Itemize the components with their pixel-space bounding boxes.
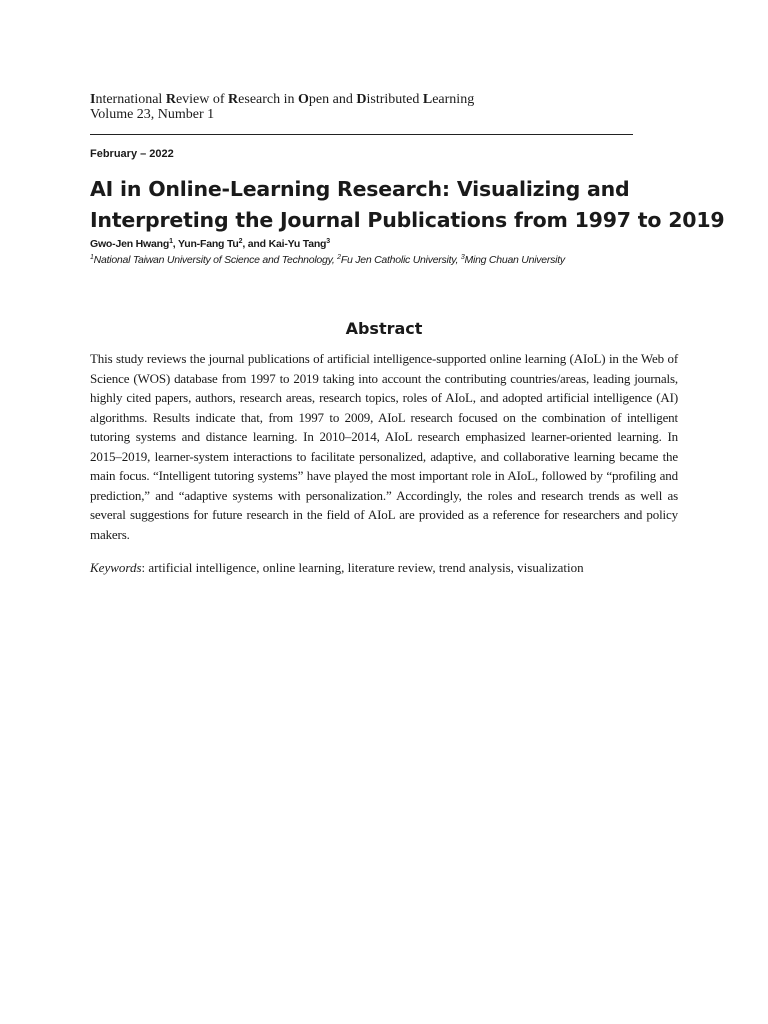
journal-name-initial: L bbox=[422, 92, 433, 107]
paper-title bbox=[90, 174, 725, 236]
journal-name-initial: I bbox=[90, 92, 96, 107]
journal-name-part: nternational bbox=[95, 92, 166, 107]
journal-name-initial: D bbox=[356, 92, 367, 107]
author-affiliation-marker: 1 bbox=[169, 238, 173, 245]
keywords-label: Keywords bbox=[90, 560, 142, 575]
affiliation-list bbox=[90, 254, 565, 266]
journal-name-part: istributed bbox=[366, 92, 423, 107]
journal-name-initial: R bbox=[228, 92, 239, 107]
abstract-heading: Abstract bbox=[345, 319, 423, 338]
author-separator: , and bbox=[242, 238, 269, 250]
abstract-text: This study reviews the journal publications of artificial intelligence-supported online learning (AIoL) in the Web of Science (WOS) database from 1997 to 2019 taking into account the contributing countries/areas, leading journals, highly cited papers, authors, research areas, research topics, roles of AIoL, and adopted artificial intelligence (AI) algorithms. Results indicate that, from 1997 to 2009, AIoL research focused on the combination of intelligent tutoring systems and distance learning. In 2010–2014, AIoL research emphasized learner-oriented learning. In 2015–2019, learner-system interactions to facilitate personalized, adaptive, and collaborative learning became the main focus. “Intelligent tutoring systems” have played the most important role in AIoL, followed by “profiling and prediction,” and “adaptive systems with personalization.” Accordingly, the roles and research trends as well as several suggestions for future research in the field of AIoL are provided as a reference for researchers and policy makers. bbox=[90, 351, 678, 542]
affiliation-name: National Taiwan University of Science and Technology, bbox=[93, 254, 338, 266]
publication-date: February – 2022 bbox=[90, 148, 174, 160]
header-divider bbox=[90, 134, 633, 135]
affiliation-marker: 1 bbox=[90, 254, 94, 261]
journal-volume: Volume 23, Number 1 bbox=[90, 107, 215, 122]
affiliation-marker: 3 bbox=[460, 254, 465, 261]
affiliation-name: Fu Jen Catholic University, bbox=[340, 254, 461, 266]
journal-name-part: earning bbox=[432, 92, 475, 107]
author-affiliation-marker: 3 bbox=[326, 238, 330, 245]
author-affiliation-marker: 2 bbox=[238, 238, 243, 245]
affiliation-marker: 2 bbox=[337, 254, 341, 261]
journal-name-initial: R bbox=[165, 92, 176, 107]
paper-title-line: AI in Online-Learning Research: Visualizing and bbox=[90, 177, 630, 201]
author-separator: , bbox=[172, 238, 179, 250]
keywords-text: : artificial intelligence, online learning, literature review, trend analysis, visualization bbox=[141, 560, 584, 575]
author-name: Kai-Yu Tang bbox=[268, 238, 327, 250]
journal-name bbox=[90, 92, 474, 107]
author-list bbox=[90, 238, 330, 250]
paper-title-line: Interpreting the Journal Publications from 1997 to 2019 bbox=[90, 208, 725, 232]
journal-header bbox=[90, 92, 474, 122]
journal-name-part: pen and bbox=[308, 92, 357, 107]
journal-name-part: esearch in bbox=[238, 92, 299, 107]
journal-name-part: eview of bbox=[175, 92, 229, 107]
author-name: Yun-Fang Tu bbox=[178, 238, 239, 250]
author-name: Gwo-Jen Hwang bbox=[90, 238, 170, 250]
affiliation-name: Ming Chuan University bbox=[464, 254, 565, 266]
journal-name-initial: O bbox=[298, 92, 309, 107]
keywords-line bbox=[90, 560, 584, 576]
